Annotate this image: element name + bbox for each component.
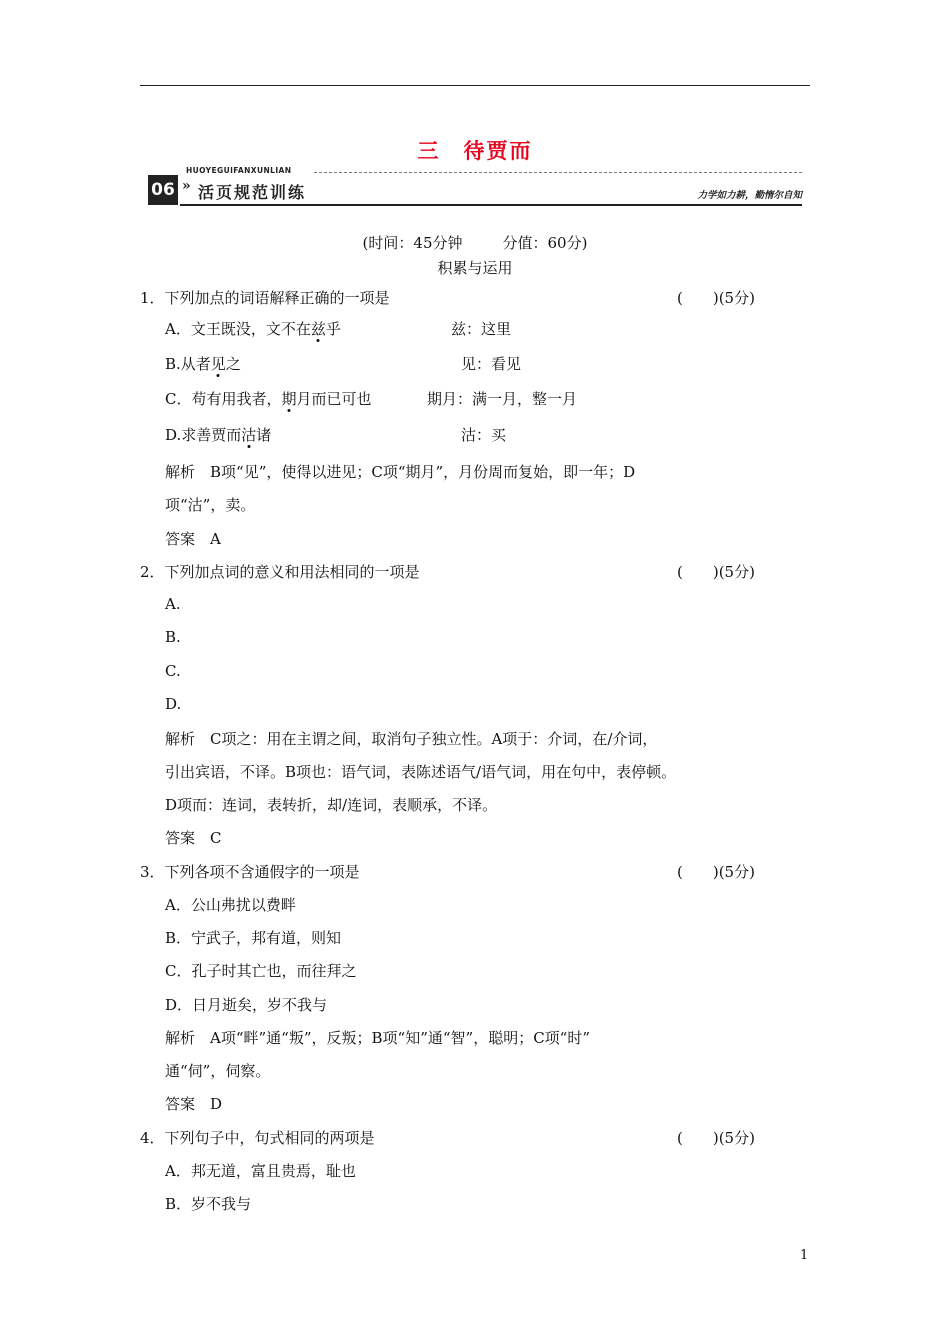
- option-b: B.: [165, 628, 181, 646]
- banner-number: 06: [148, 175, 178, 205]
- question-points: ( )(5分): [677, 563, 755, 581]
- section-banner: [146, 166, 802, 208]
- section-heading: 积累与运用: [437, 259, 513, 277]
- option-a: A.: [165, 595, 181, 613]
- question-points: ( )(5分): [677, 863, 755, 881]
- dotted-word: 见: [210, 355, 226, 373]
- analysis-line: 引出宾语，不译。B项也：语气词，表陈述语气/语气词，用在句中，表停顿。: [165, 763, 677, 781]
- time-limit: (时间：45分钟: [362, 234, 463, 252]
- option-b: B．宁武子，邦有道，则知: [165, 929, 342, 947]
- answer-line: 答案 A: [165, 530, 221, 548]
- banner-dashed-line: [314, 172, 802, 173]
- page-number: 1: [800, 1248, 809, 1263]
- option-meaning: 期月：满一月，整一月: [427, 390, 578, 408]
- option-text: 月而已可也: [296, 390, 372, 408]
- option-d: [165, 424, 271, 445]
- option-text: 之: [225, 355, 241, 373]
- option-text: B.从者: [165, 355, 211, 373]
- option-a: A．公山弗扰以费畔: [165, 896, 296, 914]
- option-c: C.: [165, 662, 181, 680]
- question-points: ( )(5分): [677, 1129, 755, 1147]
- option-b: [165, 353, 241, 374]
- exam-meta: [0, 232, 950, 253]
- analysis-line: 解析 C项之：用在主谓之间，取消句子独立性。A项于：介词，在/介词，: [165, 730, 658, 748]
- banner-label: 活页规范训练: [198, 183, 307, 202]
- option-text: 诸: [256, 426, 272, 444]
- question-stem: 4．下列句子中，句式相同的两项是: [140, 1129, 375, 1147]
- option-a: A．邦无道，富且贵焉，耻也: [165, 1162, 356, 1180]
- dotted-word: 期: [281, 390, 297, 408]
- option-c: C．孔子时其亡也，而往拜之: [165, 962, 357, 980]
- double-chevron-icon: »: [182, 178, 191, 194]
- dotted-word: 兹: [310, 320, 326, 338]
- option-b: B．岁不我与: [165, 1195, 252, 1213]
- total-score: 分值：60分): [502, 234, 588, 252]
- option-c: [165, 388, 372, 409]
- option-d: D.: [165, 695, 182, 713]
- answer-line: 答案 D: [165, 1095, 223, 1113]
- analysis-line: 通“伺”，伺察。: [165, 1062, 271, 1080]
- analysis-line: 项“沽”，卖。: [165, 496, 256, 514]
- dotted-word: 沽: [241, 426, 257, 444]
- option-text: A．文王既没，文不在: [165, 320, 311, 338]
- option-text: C．苟有用我者，: [165, 390, 282, 408]
- banner-motto: 力学如力耕，勤惰尔自知: [697, 190, 802, 201]
- option-text: D.求善贾而: [165, 426, 242, 444]
- option-text: 乎: [325, 320, 341, 338]
- option-a: [165, 318, 341, 339]
- banner-subtitle: HUOYEGUIFANXUNLIAN: [186, 166, 292, 175]
- question-points: ( )(5分): [677, 289, 755, 307]
- analysis-line: 解析 A项“畔”通“叛”，反叛；B项“知”通“智”，聪明；C项“时”: [165, 1029, 591, 1047]
- question-stem: 3．下列各项不含通假字的一项是: [140, 863, 360, 881]
- option-meaning: 兹：这里: [451, 320, 512, 338]
- analysis-line: 解析 B项“见”，使得以进见；C项“期月”，月份周而复始，即一年；D: [165, 463, 636, 481]
- option-d: D．日月逝矣，岁不我与: [165, 996, 328, 1014]
- option-meaning: 沽：买: [461, 426, 507, 444]
- header-rule: [140, 85, 810, 86]
- question-stem: 2．下列加点词的意义和用法相同的一项是: [140, 563, 420, 581]
- answer-line: 答案 C: [165, 829, 222, 847]
- question-stem: 1．下列加点的词语解释正确的一项是: [140, 289, 390, 307]
- page-title: 三 待贾而: [417, 138, 533, 163]
- banner-underline: [180, 204, 802, 206]
- analysis-line: D项而：连词，表转折，却/连词，表顺承，不译。: [165, 796, 498, 814]
- option-meaning: 见：看见: [461, 355, 522, 373]
